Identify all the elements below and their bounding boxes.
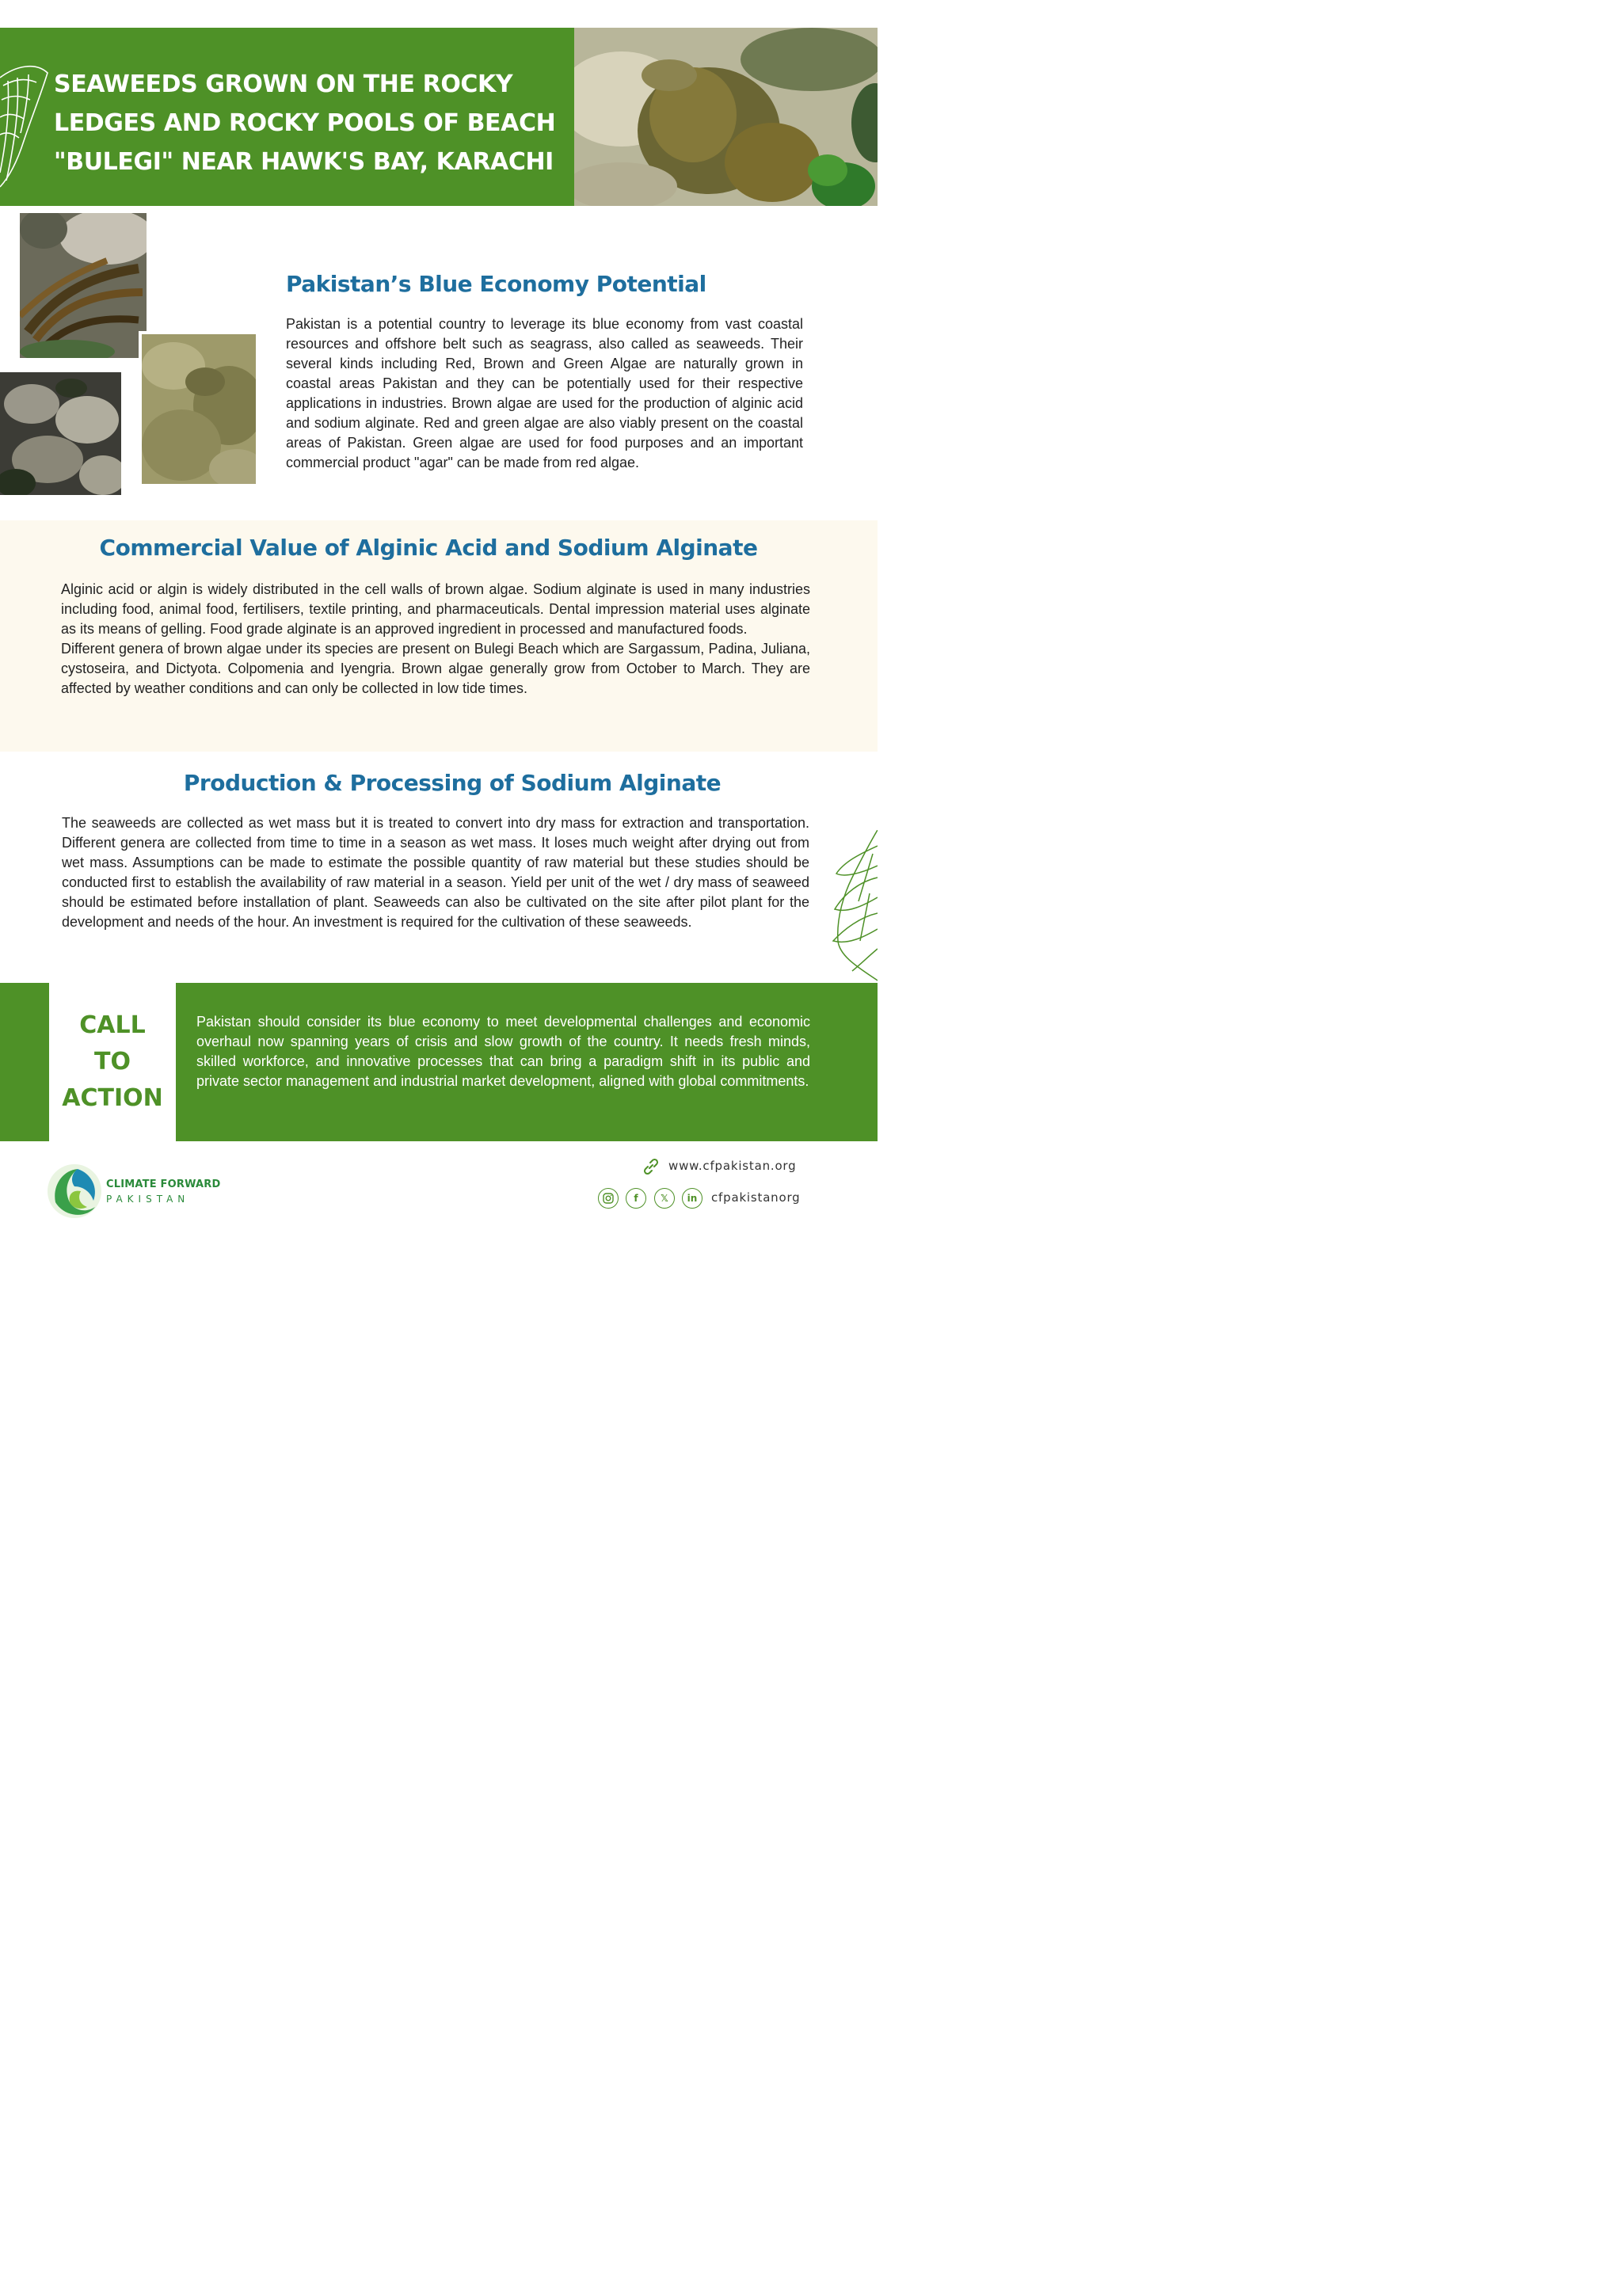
link-icon [642, 1157, 661, 1176]
facebook-icon[interactable]: f [626, 1188, 646, 1209]
logo-wordmark-bottom: PAKISTAN [106, 1194, 190, 1205]
blue-economy-heading: Pakistan’s Blue Economy Potential [286, 271, 706, 297]
cta-word-1: CALL [79, 1011, 146, 1039]
commercial-paragraph-1: Alginic acid or algin is widely distributed in the cell walls of brown algae. Sodium alginate is used in many industries including food, animal food, fertilisers, textile printing, and pharmaceuticals. Dental impression material uses alginate as its means of gelling. Food grade alginate is an approved ingredient in processed and manufactured foods. [61, 581, 810, 637]
brown-algae-photo [20, 213, 147, 358]
commercial-value-body [61, 580, 810, 699]
linkedin-icon[interactable]: in [682, 1188, 702, 1209]
call-to-action-body: Pakistan should consider its blue economy to meet developmental challenges and economic overhaul now spanning years of crisis and slow growth of the country. It needs fresh minds, skilled workforce, and innovative processes that can bring a paradigm shift in its public and private sector management and industrial market development, aligned with global commitments. [196, 1014, 810, 1089]
logo-wordmark-top: CLIMATE FORWARD [106, 1178, 221, 1190]
seaweed-pool-photo [574, 28, 878, 206]
call-to-action-label [49, 983, 176, 1141]
blue-economy-body: Pakistan is a potential country to leverage its blue economy from vast coastal resources and offshore belt such as seagrass, also called as seaweeds. Their several kinds including Red, Brown and Green Algae are naturally grown in coastal areas Pakistan and they can be potentially used for their respective applications in industries. Brown algae are used for the production of alginic acid and sodium alginate. Red and green algae are also viably present on the coastal areas of Pakistan. Green algae are used for food purposes and an important commercial product "agar" can be made from red algae. [286, 316, 803, 470]
seaweed-bed-photo [139, 331, 256, 484]
seaweed-outline-icon [828, 830, 878, 982]
instagram-icon[interactable] [598, 1188, 619, 1209]
commercial-paragraph-2: Different genera of brown algae under its species are present on Bulegi Beach which are Sargassum, Padina, Juliana, cystoseira, and Dictyota. Colpomenia and Iyengria. Brown algae generally grow from October to March. They are affected by weather conditions and can only be collected in low tide times. [61, 641, 810, 696]
x-icon[interactable]: 𝕏 [654, 1188, 675, 1209]
page-title: SEAWEEDS GROWN ON THE ROCKY LEDGES AND ROCKY POOLS OF BEACH "BULEGI" NEAR HAWK'S BAY, KARACHI [54, 70, 556, 176]
production-heading: Production & Processing of Sodium Alginate [183, 770, 722, 796]
climate-forward-logo [46, 1163, 103, 1220]
cta-word-2: TO [94, 1048, 131, 1076]
seaweed-outline-icon [0, 62, 52, 188]
production-body: The seaweeds are collected as wet mass but it is treated to convert into dry mass for extraction and transportation. Different genera are collected from time to time in a season as wet mass. It loses much weight after drying out from wet mass. Assumptions can be made to estimate the possible quantity of raw material but these studies should be conducted first to establish the availability of raw material in a season. Yield per unit of the wet / dry mass of seaweed should be estimated before installation of plant. Seaweeds can also be cultivated on the site after pilot plant for the development and needs of the hour. An investment is required for the cultivation of these seaweeds. [62, 815, 809, 930]
cta-word-3: ACTION [62, 1084, 163, 1112]
commercial-value-heading: Commercial Value of Alginic Acid and Sodium Alginate [99, 535, 758, 561]
social-handle: cfpakistanorg [711, 1190, 801, 1205]
rocky-algae-photo [0, 369, 124, 495]
website-link[interactable]: www.cfpakistan.org [668, 1159, 797, 1173]
